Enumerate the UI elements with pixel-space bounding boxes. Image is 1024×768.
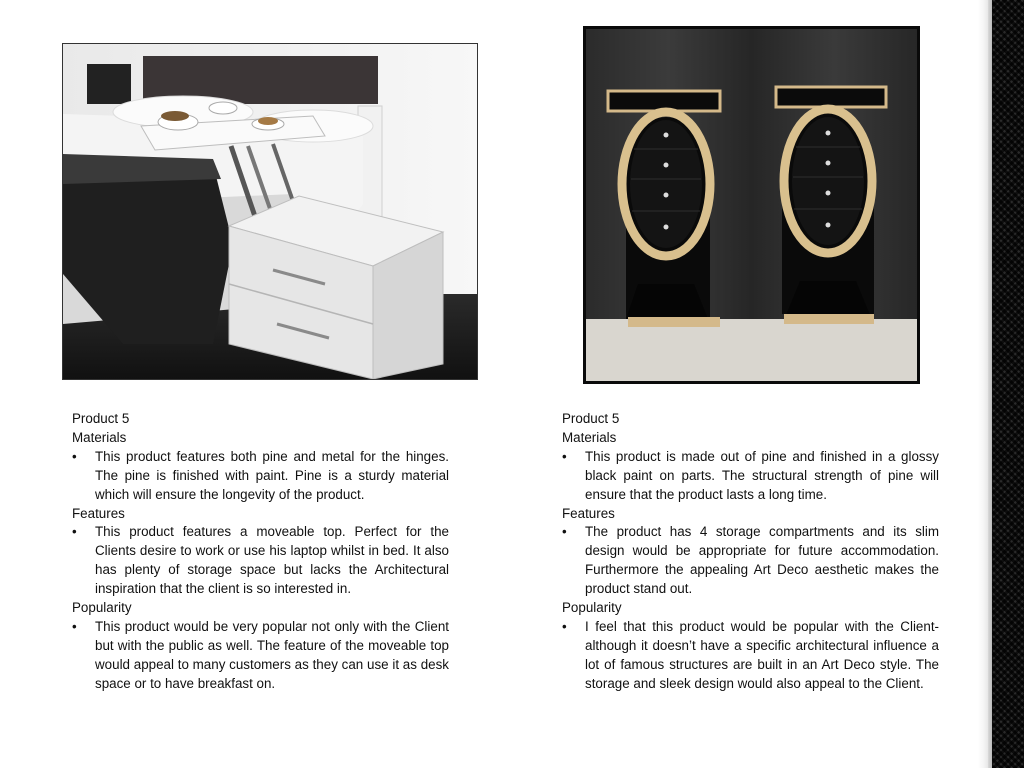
left-features-list bbox=[72, 523, 449, 599]
left-popularity-item bbox=[72, 618, 449, 694]
right-product-description bbox=[562, 410, 939, 694]
bullet: • bbox=[72, 448, 77, 464]
right-product-heading: Product 5 bbox=[562, 411, 620, 426]
decorative-edge-strip bbox=[978, 0, 1024, 768]
left-features-text: This product features a moveable top. Perfect for the Clients desire to work or use his laptop whilst in bed. It also has plenty of storage space but lacks the Architectural inspiration that the client is so interested in. bbox=[95, 524, 449, 597]
bullet: • bbox=[562, 524, 567, 540]
bullet: • bbox=[562, 618, 567, 634]
left-popularity-title: Popularity bbox=[72, 600, 132, 616]
bedside-table-illustration bbox=[63, 44, 477, 379]
right-popularity-title: Popularity bbox=[562, 600, 622, 616]
left-materials-title: Materials bbox=[72, 429, 127, 445]
art-deco-cabinets-illustration bbox=[586, 29, 917, 381]
left-features-title: Features bbox=[72, 505, 125, 521]
right-materials-title: Materials bbox=[562, 429, 617, 445]
left-materials-item bbox=[72, 448, 449, 505]
art-deco-cabinets-photo bbox=[583, 26, 920, 384]
right-features-item bbox=[562, 523, 939, 599]
left-features-item bbox=[72, 523, 449, 599]
left-materials-text: This product features both pine and metal for the hinges. The pine is finished with paint. Pine is a sturdy material which will ensure the longevity of the product. bbox=[95, 448, 449, 502]
right-materials-list bbox=[562, 448, 939, 505]
bullet: • bbox=[72, 524, 77, 540]
left-product-description bbox=[72, 410, 449, 694]
bedside-table-photo bbox=[62, 43, 478, 380]
right-features-title: Features bbox=[562, 505, 615, 521]
bullet: • bbox=[72, 618, 77, 634]
bullet: • bbox=[562, 448, 567, 464]
left-materials-list bbox=[72, 448, 449, 505]
right-features-list bbox=[562, 523, 939, 599]
right-materials-text: This product is made out of pine and finished in a glossy black paint on parts. The structural strength of pine will ensure that the product lasts a long time. bbox=[585, 448, 939, 502]
right-features-text: The product has 4 storage compartments and its slim design would be appropriate for future accommodation. Furthermore the appealing Art Deco aesthetic makes the product stand out. bbox=[585, 524, 939, 597]
right-popularity-text: I feel that this product would be popular with the Client- although it doesn’t have a specific architectural influence a lot of famous structures are built in an Art Deco style. The storage and sleek design would also appeal to the Client. bbox=[585, 618, 939, 691]
right-popularity-list bbox=[562, 618, 939, 694]
left-popularity-text: This product would be very popular not only with the Client but with the public as well. The feature of the moveable top would appeal to many customers as they can use it as desk space or to have breakfast on. bbox=[95, 618, 449, 691]
left-popularity-list bbox=[72, 618, 449, 694]
left-product-heading: Product 5 bbox=[72, 411, 130, 426]
right-materials-item bbox=[562, 448, 939, 505]
right-popularity-item bbox=[562, 618, 939, 694]
